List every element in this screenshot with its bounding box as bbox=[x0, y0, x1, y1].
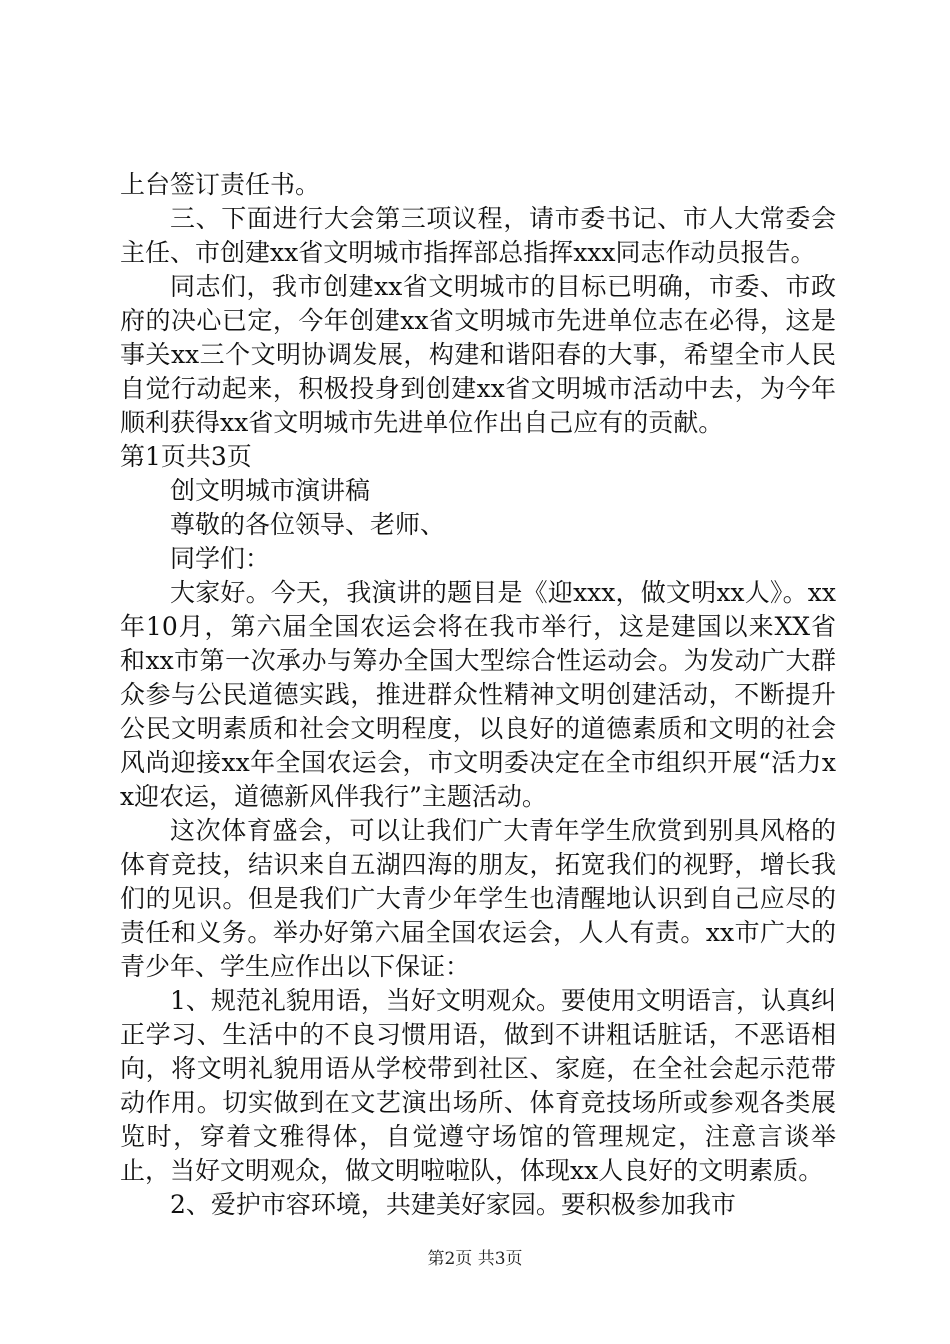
paragraph: 大家好。今天，我演讲的题目是《迎xxx，做文明xx人》。xx年10月，第六届全国农运会将在我市举行，这是建国以来XX省和xx市第一次承办与筹办全国大型综合性运动会。为发动广大群众参与公民道德实践，推进群众性精神文明创建活动，不断提升公民文明素质和社会文明程度，以良好的道德素质和文明的社会风尚迎接xx年全国农运会，市文明委决定在全市组织开展“活力xx迎农运，道德新风伴我行”主题活动。 bbox=[120, 578, 836, 811]
paragraph: 三、下面进行大会第三项议程，请市委书记、市人大常委会主任、市创建xx省文明城市指挥部总指挥xxx同志作动员报告。 bbox=[120, 204, 836, 267]
salutation-line: 尊敬的各位领导、老师、 bbox=[170, 510, 446, 539]
paragraph: 1、规范礼貌用语，当好文明观众。要使用文明语言，认真纠正学习、生活中的不良习惯用语，做到不讲粗话脏话，不恶语相向，将文明礼貌用语从学校带到社区、家庭，在全社会起示范带动作用。切实做到在文艺演出场所、体育竞技场所或参观各类展览时，穿着文雅得体，自觉遵守场馆的管理规定，注意言谈举止，当好文明观众，做文明啦啦队，体现xx人良好的文明素质。 bbox=[120, 986, 836, 1185]
paragraph: 上台签订责任书。 bbox=[120, 170, 321, 199]
salutation-line: 同学们： bbox=[170, 544, 271, 573]
paragraph: 这次体育盛会，可以让我们广大青年学生欣赏到别具风格的体育竞技，结识来自五湖四海的朋友，拓宽我们的视野，增长我们的见识。但是我们广大青少年学生也清醒地认识到自己应尽的责任和义务。举办好第六届全国农运会，人人有责。xx市广大的青少年、学生应作出以下保证： bbox=[120, 816, 836, 981]
inline-page-marker: 第1页共3页 bbox=[120, 442, 252, 471]
speech-title: 创文明城市演讲稿 bbox=[170, 476, 371, 505]
paragraph: 2、爱护市容环境，共建美好家园。要积极参加我市 bbox=[170, 1190, 736, 1219]
paragraph: 同志们，我市创建xx省文明城市的目标已明确，市委、市政府的决心已定，今年创建xx省文明城市先进单位志在必得，这是事关xx三个文明协调发展，构建和谐阳春的大事，希望全市人民自觉行动起来，积极投身到创建xx省文明城市活动中去，为今年顺利获得xx省文明城市先进单位作出自己应有的贡献。 bbox=[120, 272, 836, 437]
page-footer: 第2页 共3页 bbox=[427, 1249, 523, 1269]
document-body bbox=[120, 168, 836, 1222]
